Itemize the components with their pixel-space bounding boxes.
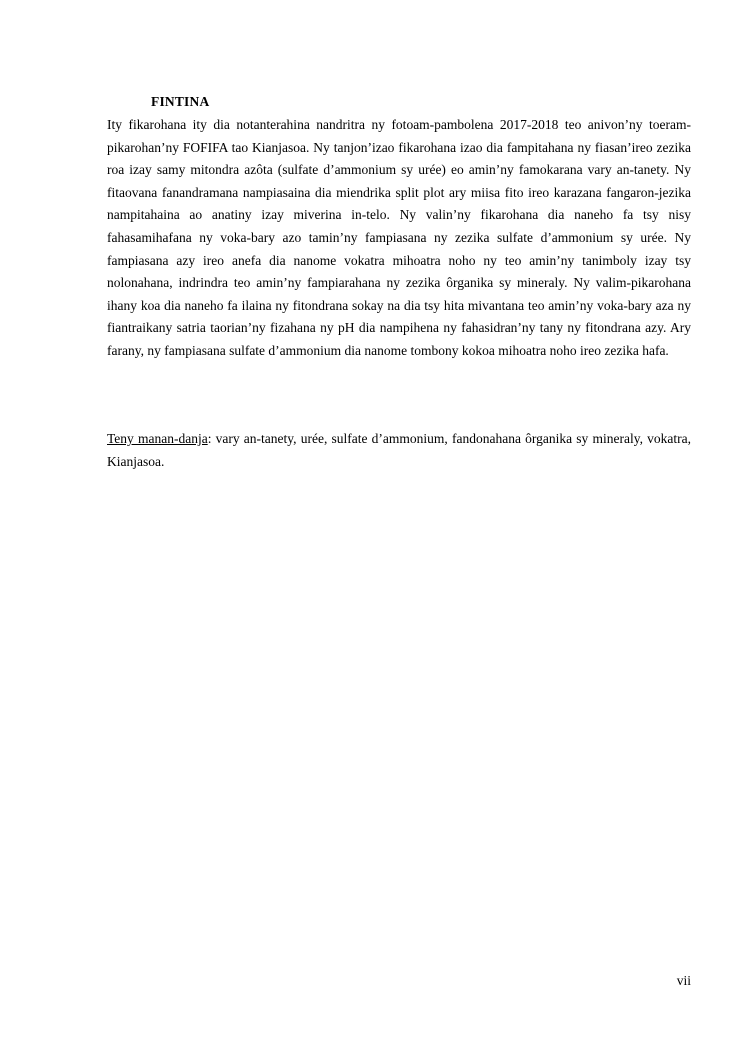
keywords-separator: : (207, 431, 216, 446)
abstract-paragraph: Ity fikarohana ity dia notanterahina nandritra ny fotoam-pambolena 2017-2018 teo anivon’ny toeram-pikarohan’ny FOFIFA tao Kianjasoa. Ny tanjon’izao fikarohana izao dia fampitahana ny fiasan’ireo zezika roa izay samy mitondra azôta (sulfate d’ammonium sy urée) eo amin’ny famokarana vary an-tanety. Ny fitaovana fanandramana nampiasaina dia miendrika split plot ary miisa fito ireo karazana fangaron-jezika nampitahaina ao anatiny izay miverina in-telo. Ny valin’ny fikarohana dia naneho fa tsy nisy fahasamihafana ny voka-bary azo tamin’ny fampiasana ny zezika sulfate d’ammonium sy urée. Ny fampiasana azy ireo anefa dia nanome vokatra mihoatra noho ny teo amin’ny tanimboly izay tsy nolonahana, indrindra teo amin’ny fampiarahana ny zezika ôrganika sy mineraly. Ny valim-pikarohana ihany koa dia naneho fa ilaina ny fitondrana sokay na dia tsy hita mivantana teo amin’ny voka-bary aza ny fiantraikany satria taorian’ny fizahana ny pH dia nampihena ny fahasidran’ny tany ny fitondrana azy. Ary farany, ny fampiasana sulfate d’ammonium dia nanome tombony kokoa mihoatra noho ireo zezika hafa. (107, 117, 691, 358)
keywords-paragraph (107, 428, 691, 473)
section-heading: FINTINA (151, 94, 210, 109)
page-number: vii (676, 973, 691, 988)
keywords-text: vary an-tanety, urée, sulfate d’ammonium, fandonahana ôrganika sy mineraly, vokatra, Kianjasoa. (107, 431, 691, 469)
keywords-label: Teny manan-danja (107, 431, 208, 446)
